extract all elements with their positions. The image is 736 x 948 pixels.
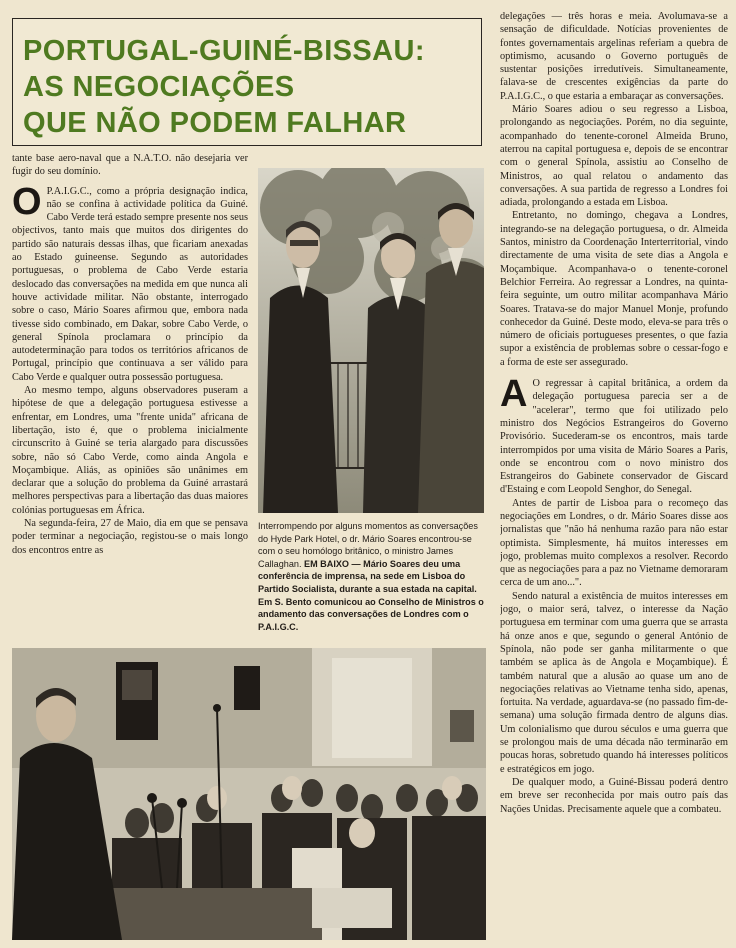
paragraph-observers: Ao mesmo tempo, alguns observadores puseram a hipótese de que a delegação portuguesa estivesse a enfrentar, em Londres, uma "frente unida" africana de libertação, isto é, que o problema inicialmente circunscrito à Guiné se teria alargado para discussões sobre, não só Cabo Verde, como ainda Angola e Moçambique. Aliás, as opiniões são unânimes em declarar que a solução do problema da Guiné arrastará melhores perspectivas para a libertação das duas maiores colónias portuguesas em África. [12,385,248,516]
paragraph-conclusion: De qualquer modo, a Guiné-Bissau poderá dentro em breve ser reconhecida por mais outro país das Nações Unidas. Precisamente aquele que a combateu. [500,776,728,815]
paragraph-paigc [12,180,248,384]
paragraph-intro: tante base aero-naval que a N.A.T.O. não desejaria ver fugir do seu domínio. [12,153,248,178]
paragraph-soares-return: Mário Soares adiou o seu regresso a Lisboa, prolongando as negociações. Porém, no dia seguinte, acompanhado do tenente-coronel Almeida Bruno, aterrou na capital portuguesa e, depois de se encontrar com o general Spínola, assistiu ao Conselho de Ministros, ao qual relatou o andamento das conversações. A sua partida de regresso a Londres foi adiada, prolongando a estada em Lisboa. [500,104,728,209]
caption-part-2: EM BAIXO — Mário Soares deu uma conferência de imprensa, na sede em Lisboa do Partido Socialista, durante a sua estada na capital. Em S. Bento comunicou ao Conselho de Ministros o andamento das conversações de Londres com o P.A.I.G.C. [258,558,484,632]
headline-box [12,18,482,146]
photo-soares-callaghan [258,168,484,513]
paragraph-sunday: Entretanto, no domingo, chegava a Londres, integrando-se na delegação portuguesa, o dr. Almeida Santos, ministro da Coordenação Interterritorial, vindo directamente de uma visita de sete dias a Angola e Moçambique. Acompanhava-o o tenente-coronel Belchior Ferreira. Ao regressar a Londres, na quinta-feira seguinte, um outro militar acompanhava Mário Soares. Tratava-se do major Manuel Monje, profundo conhecedor da Guiné. Deste modo, eleva-se para três o número de oficiais portugueses presentes, o que fazia supor a existência de problemas sobre o cessar-fogo e a forma de este ser assegurado. [500,210,728,368]
paragraph-before-leaving: Antes de partir de Lisboa para o recomeço das negociações em Londres, o dr. Mário Soares disse aos jornalistas que "não há nenhuma razão para não estar optimista. Simplesmente, há muitos interesses em jogo, problemas muito complexos a resolver. Recordo que as negociações para a paz no Vietname demoraram cerca de um ano...". [500,497,728,589]
paragraph-interests: Sendo natural a existência de muitos interesses em jogo, o maior será, talvez, o interesse da Nação portuguesa em terminar com uma guerra que se arrasta há onze anos e que, segundo o general António de Spínola, não pode ser ganha militarmente o que também se aplica às de Angola e Moçambique). É também natural que a alusão ao quase um ano de negociações relativas ao Vietname tenha sido, apenas, fortuita. Na verdade, aguardava-se (no passado fim-de-semana) uma solução firmada dentro de alguns dias. Um colonialismo que durou séculos e uma guerra que se prolongou mais de uma década não terminarão em poucas horas, sobretudo quando há interesses políticos e estratégicos em jogo. [500,590,728,775]
paragraph-paigc-text: P.A.I.G.C., como a própria designação indica, não se confina à actividade política da Guiné. Cabo Verde terá estado sempre presente nos seus objectivos, tanto mais que muitos dos dirigentes do partido são naturais dessas ilhas, que ficariam anexadas ao Estado guineense. Segundo as autoridades portuguesas, o problema de Cabo Verde estaria deslocado das conversações na medida em que nunca ali houve actividade militar. Não obstante, interrogado sobre o caso, Mário Soares afirmou que, embora nada tivesse sido combinado, em Dakar, sobre Cabo Verde, o general Spínola proclamara o princípio da autodeterminação para todos os territórios africanos de Portugal, princípio que continuava a ser válido para Cabo Verde e qualquer outra possessão portuguesa. [12,185,248,383]
headline-line-1: PORTUGAL-GUINÉ-BISSAU: [23,35,425,67]
paragraph-monday: Na segunda-feira, 27 de Maio, dia em que se pensava poder terminar a negociação, registou-se o mais longo dos encontros entre as [12,518,248,556]
paragraph-return-capital [500,373,728,497]
photo-soares-callaghan-graphic [258,168,484,513]
paragraph-return-capital-text: O regressar à capital britânica, a ordem da delegação portuguesa parecia ser a de "acelerar", termo que foi utilizado pelo ministro dos Negócios Estrangeiros do Governo Provisório. Sucederam-se os encontros, mais tarde interrompidos por uma visita de Mário Soares a Paris, onde se encontrou com o novo ministro dos Estrangeiros do Gabinete conservador de Giscard d'Estaing e com Leopold Senghor, do Senegal. [500,378,728,496]
photo-caption [258,520,486,640]
caption-part-1: Interrompendo por alguns momentos as conversações do Hyde Park Hotel, o dr. Mário Soares encontrou-se com o seu homólogo britânico, o ministro James Callaghan. [258,521,478,569]
photo-press-conference [12,648,486,940]
text-column-left [12,152,248,632]
text-column-right [500,10,728,942]
paragraph-delegations: delegações — três horas e meia. Avolumava-se a sensação de dificuldade. Notícias provenientes de fontes governamentais argelinas referiam a quebra de optimismo, acusando o Governo português de sustentar posições irredutíveis. Simultaneamente, falava-se de crescentes exigências da parte do P.A.I.G.C., o que estaria a embaraçar as conversações. [500,11,728,102]
photo-press-conference-graphic [12,648,486,940]
dropcap-o: O [12,180,42,223]
dropcap-a: A [500,373,528,416]
headline-line-2: AS NEGOCIAÇÕES [23,71,295,103]
headline-line-3: QUE NÃO PODEM FALHAR [23,107,407,139]
